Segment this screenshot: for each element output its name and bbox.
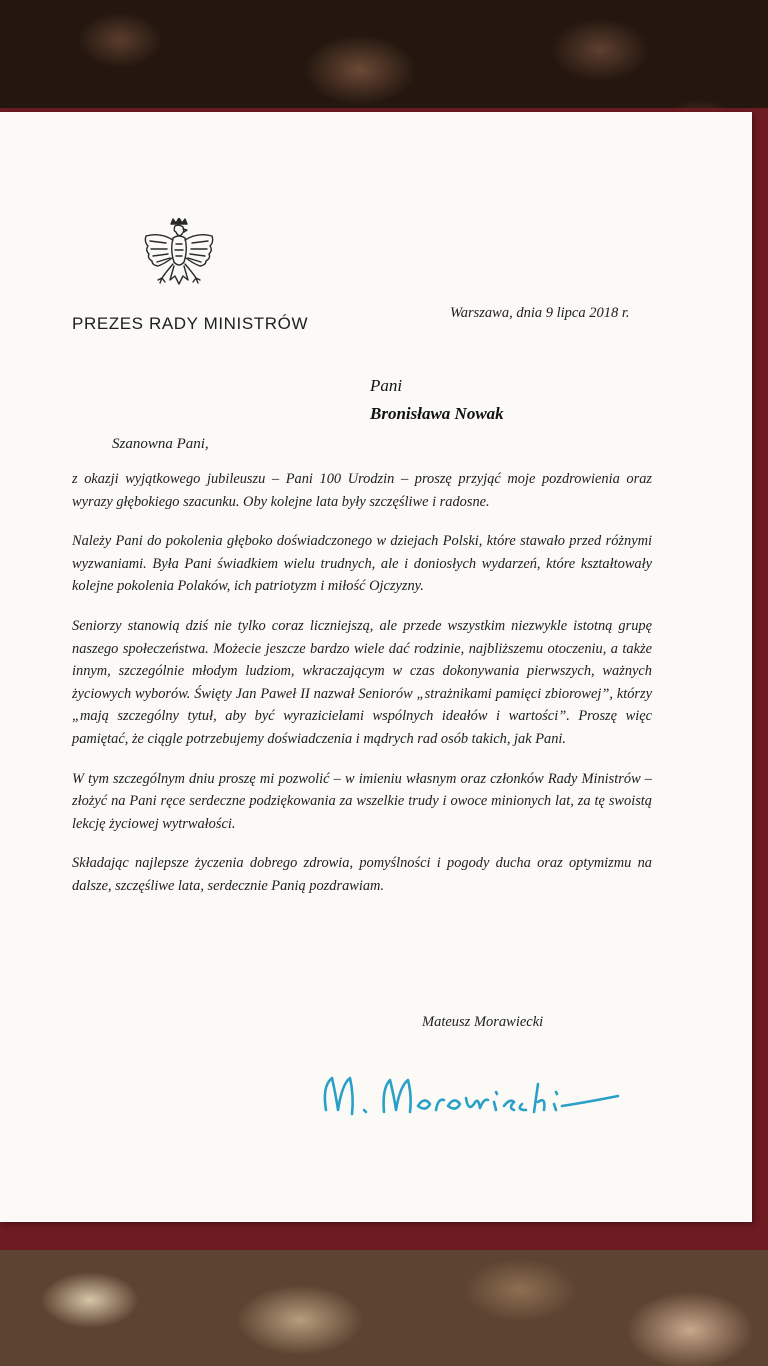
signatory-name: Mateusz Morawiecki <box>422 1014 544 1030</box>
letter-date: Warszawa, dnia 9 lipca 2018 r. <box>450 305 630 321</box>
paragraph-2: Należy Pani do pokolenia głęboko doświadczonego w dziejach Polski, które stawało przed różnymi wyzwaniami. Była Pani świadkiem wielu trudnych, ale i doniosłych wydarzeń, które kształtowały kolejne pokolenia Polaków, ich patriotyzm i miłość Ojczyzny. <box>72 533 652 595</box>
letter-body <box>72 468 652 915</box>
addressee-block <box>370 372 504 428</box>
addressee-name: Bronisława Nowak <box>370 404 504 423</box>
carpet-background-bottom <box>0 1240 768 1366</box>
office-title: PREZES RADY MINISTRÓW <box>72 314 309 333</box>
paragraph-3: Seniorzy stanowią dziś nie tylko coraz liczniejszą, ale przede wszystkim niezwykle istotną grupę naszego społeczeństwa. Możecie jeszcze bardzo wiele dać rodzinie, najbliższemu otoczeniu, a także innym, szczególnie młodym ludziom, wkraczającym w czas dokonywania pierwszych, ważnych życiowych wyborów. Święty Jan Paweł II nazwał Seniorów „strażnikami pamięci zbiorowej”, którzy „mają szczególny tytuł, aby być wyrazicielami wspólnych ideałów i wartości”. Proszę więc pamiętać, że ciągle potrzebujemy doświadczenia i mądrych rad osób takich, jak Pani. <box>72 617 652 747</box>
paragraph-1: z okazji wyjątkowego jubileuszu – Pani 100 Urodzin – proszę przyjąć moje pozdrowienia oraz wyrazy głębokiego szacunku. Oby kolejne lata były szczęśliwe i radosne. <box>72 471 652 510</box>
paragraph-4: W tym szczególnym dniu proszę mi pozwolić – w imieniu własnym oraz członków Rady Ministrów – złożyć na Pani ręce serdeczne podziękowania za wszelkie trudy i owoce minionych lat, za tę swoistą lekcję życiowej wytrwałości. <box>72 770 652 832</box>
paragraph-5: Składając najlepsze życzenia dobrego zdrowia, pomyślności i pogody ducha oraz optymizmu na dalsze, szczęśliwe lata, serdecznie Panią pozdrawiam. <box>72 855 652 894</box>
handwritten-signature <box>318 1066 658 1126</box>
white-eagle-emblem-icon <box>140 218 218 302</box>
greeting: Szanowna Pani, <box>112 436 209 452</box>
addressee-salutation: Pani <box>370 376 403 395</box>
